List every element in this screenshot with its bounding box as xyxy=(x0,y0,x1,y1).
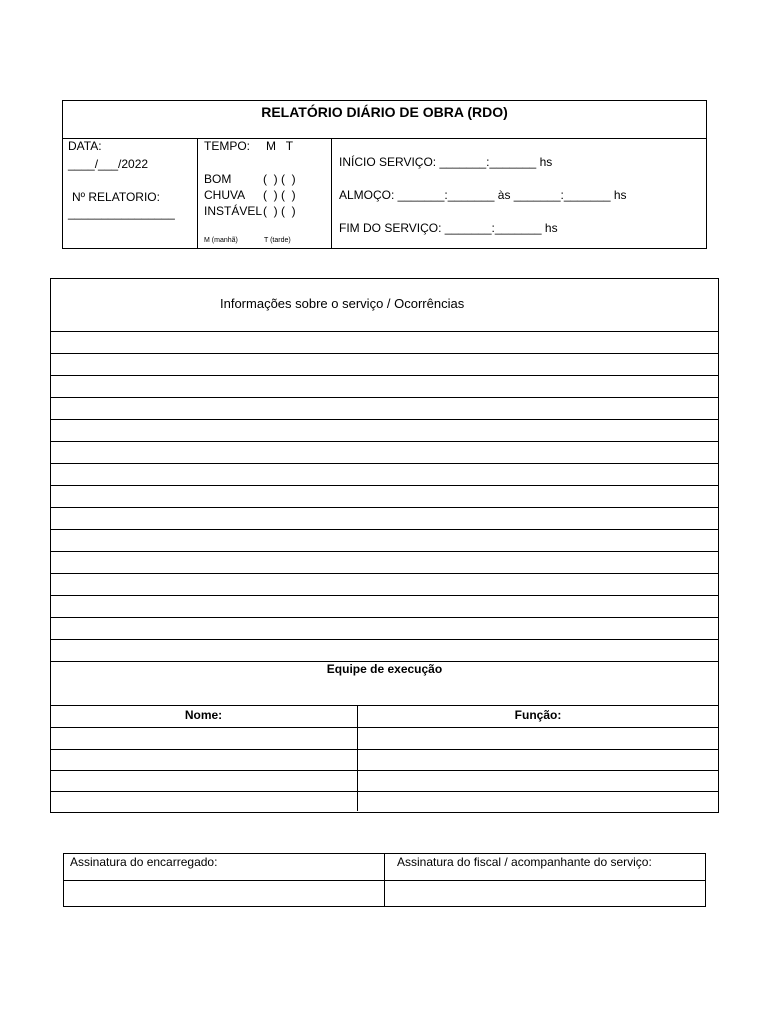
table-row-line xyxy=(50,770,719,771)
legend-manha: M (manhã) xyxy=(204,237,238,244)
header-col-divider-1 xyxy=(197,138,198,249)
info-table xyxy=(50,278,719,813)
assinatura-encarregado-label: Assinatura do encarregado: xyxy=(70,855,218,869)
table-row-line xyxy=(50,617,719,618)
inicio-servico-field[interactable]: INÍCIO SERVIÇO: _______:_______ hs xyxy=(339,155,553,169)
legend-tarde: T (tarde) xyxy=(264,237,291,244)
assinatura-encarregado-field[interactable] xyxy=(64,881,384,906)
header-divider xyxy=(62,138,707,139)
table-row-line xyxy=(50,463,719,464)
table-row-line xyxy=(50,595,719,596)
page-title: RELATÓRIO DIÁRIO DE OBRA (RDO) xyxy=(261,104,508,120)
weather-chuva-checkboxes[interactable]: ( ) ( ) xyxy=(263,188,296,202)
table-row-line xyxy=(50,419,719,420)
table-row-line xyxy=(50,573,719,574)
table-row-line xyxy=(50,485,719,486)
table-row-line xyxy=(50,639,719,640)
table-row-line xyxy=(50,441,719,442)
table-row-line xyxy=(50,791,719,792)
assinatura-fiscal-field[interactable] xyxy=(385,881,705,906)
table-row-line xyxy=(50,749,719,750)
info-title: Informações sobre o serviço / Ocorrências xyxy=(220,296,465,311)
col-header-funcao: Função: xyxy=(514,708,562,722)
tempo-label: TEMPO: xyxy=(204,139,251,153)
data-label: DATA: xyxy=(68,139,102,153)
table-row-line xyxy=(50,331,719,332)
relatorio-field[interactable]: ________________ xyxy=(68,206,175,220)
relatorio-label: Nº RELATORIO: xyxy=(72,190,160,204)
table-row-line xyxy=(50,507,719,508)
weather-bom-checkboxes[interactable]: ( ) ( ) xyxy=(263,172,296,186)
weather-instavel-label: INSTÁVEL xyxy=(204,204,263,218)
almoco-field[interactable]: ALMOÇO: _______:_______ às _______:_______ hs xyxy=(339,188,627,202)
weather-chuva-label: CHUVA xyxy=(204,188,246,202)
table-row-line xyxy=(50,705,719,706)
table-row-line xyxy=(50,375,719,376)
equipe-title: Equipe de execução xyxy=(326,662,443,676)
weather-bom-label: BOM xyxy=(204,172,232,186)
fim-servico-field[interactable]: FIM DO SERVIÇO: _______:_______ hs xyxy=(339,221,558,235)
assinatura-fiscal-label: Assinatura do fiscal / acompanhante do serviço: xyxy=(397,855,652,869)
header-col-divider-2 xyxy=(331,138,332,249)
tempo-columns: M T xyxy=(266,139,294,153)
table-row-line xyxy=(50,727,719,728)
col-header-nome: Nome: xyxy=(184,708,223,722)
equipe-col-divider xyxy=(357,705,358,811)
table-row-line xyxy=(50,529,719,530)
data-field[interactable]: ____/___/2022 xyxy=(68,157,149,171)
table-row-line xyxy=(50,353,719,354)
table-row-line xyxy=(50,551,719,552)
weather-instavel-checkboxes[interactable]: ( ) ( ) xyxy=(263,204,296,218)
table-row-line xyxy=(50,397,719,398)
